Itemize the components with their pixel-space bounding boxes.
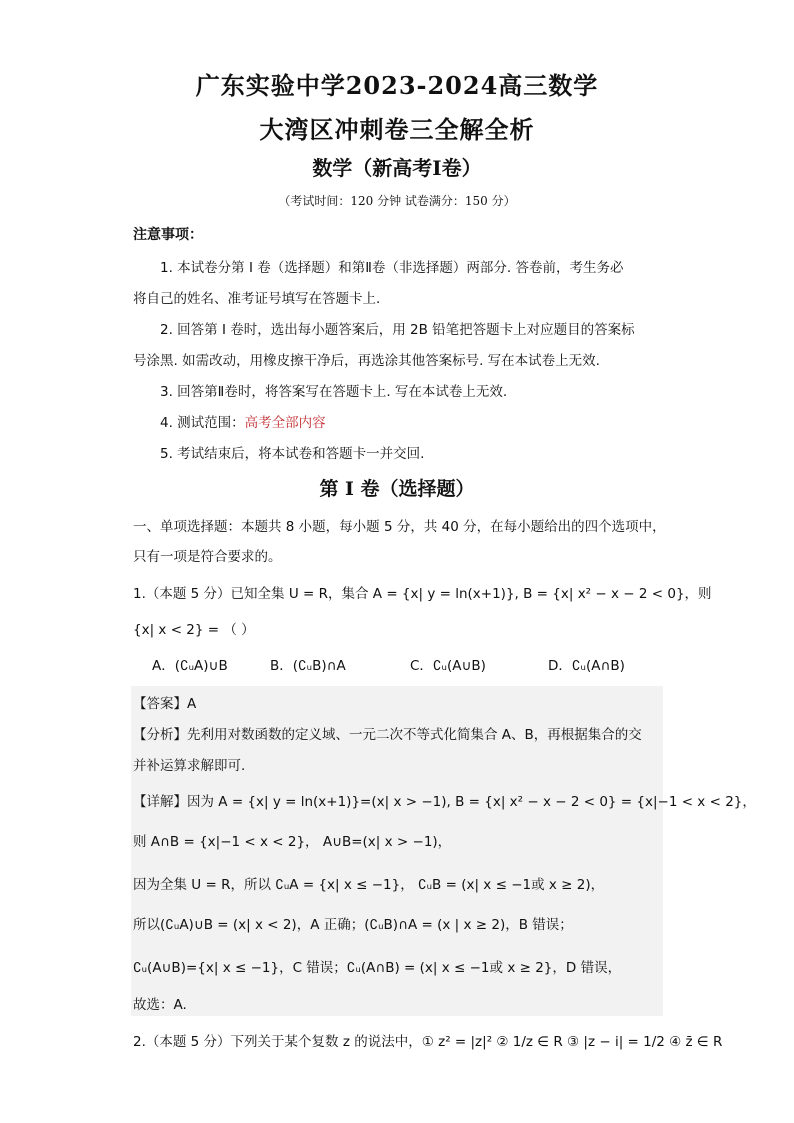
solution-detail-4: 所以(∁ᵤA)∪B = (x| x < 2)，A 正确；(∁ᵤB)∩A = (x | x ≥ 2)，B 错误； <box>133 917 573 933</box>
solution-detail-5: ∁ᵤ(A∪B)={x| x ≤ −1}，C 错误；∁ᵤ(A∩B) = (x| x ≤ −1或 x ≥ 2}，D 错误， <box>133 960 622 976</box>
notice-item-2-line-2: 号涂黑. 如需改动，用橡皮擦干净后，再选涂其他答案标号. 写在本试卷上无效. <box>133 353 600 369</box>
notice-item-1-line-2: 将自己的姓名、准考证号填写在答题卡上. <box>133 291 381 307</box>
solution-conclusion: 故选：A. <box>133 997 187 1013</box>
notice-item-4-prefix: 4. 测试范围： <box>160 415 245 431</box>
q1-option-c: C．∁ᵤ(A∪B) <box>410 658 486 674</box>
notice-heading: 注意事项： <box>133 227 203 243</box>
q1-option-a: A．(∁ᵤA)∪B <box>152 658 228 674</box>
section-intro-line-2: 只有一项是符合要求的。 <box>133 549 282 565</box>
exam-info: （考试时间：120 分钟 试卷满分：150 分） <box>278 194 516 208</box>
section-title: 第 I 卷（选择题） <box>319 478 475 500</box>
title-line-1: 广东实验中学2023-2024高三数学 <box>195 71 599 100</box>
solution-answer: 【答案】A <box>133 696 197 712</box>
solution-detail-1: 【详解】因为 A = {x| y = ln(x+1)}=(x| x > −1), B = {x| x² − x − 2 < 0} = {x|−1 < x < 2}， <box>133 794 756 810</box>
notice-item-3: 3. 回答第Ⅱ卷时，将答案写在答题卡上. 写在本试卷上无效. <box>160 384 508 400</box>
solution-detail-3: 因为全集 U = R，所以 ∁ᵤA = {x| x ≤ −1}， ∁ᵤB = (x| x ≤ −1或 x ≥ 2)， <box>133 877 605 893</box>
test-scope: 高考全部内容 <box>244 415 326 431</box>
q1-option-b: B．(∁ᵤB)∩A <box>270 658 346 674</box>
notice-item-1-line-1: 1. 本试卷分第 I 卷（选择题）和第Ⅱ卷（非选择题）两部分. 答卷前，考生务必 <box>160 260 624 276</box>
solution-analysis-line-2: 并补运算求解即可. <box>133 758 246 774</box>
q1-stem-line-1: 1.（本题 5 分）已知全集 U = R，集合 A = {x| y = ln(x+1)}, B = {x| x² − x − 2 < 0}，则 <box>133 586 712 602</box>
title-line-3: 数学（新高考I卷） <box>312 156 482 180</box>
notice-item-5: 5. 考试结束后，将本试卷和答题卡一并交回. <box>160 446 425 462</box>
notice-item-2-line-1: 2. 回答第 I 卷时，选出每小题答案后，用 2B 铅笔把答题卡上对应题目的答案标 <box>160 322 635 338</box>
q2-stem: 2.（本题 5 分）下列关于某个复数 z 的说法中，① z² = |z|² ② 1/z ∈ R ③ |z − i| = 1/2 ④ z̄ ∈ R <box>133 1034 723 1050</box>
title-line-2: 大湾区冲刺卷三全解全析 <box>259 115 535 144</box>
section-intro-line-1: 一、单项选择题：本题共 8 小题，每小题 5 分，共 40 分，在每小题给出的四个选项中， <box>133 519 666 535</box>
notice-item-4 <box>160 411 326 431</box>
q1-stem-line-2: {x| x < 2} = （ ） <box>133 622 255 638</box>
q1-option-d: D．∁ᵤ(A∩B) <box>548 658 625 674</box>
solution-detail-2: 则 A∩B = {x|−1 < x < 2}， A∪B=(x| x > −1)， <box>133 834 452 850</box>
solution-analysis-line-1: 【分析】先利用对数函数的定义域、一元二次不等式化简集合 A、B，再根据集合的交 <box>133 727 642 743</box>
